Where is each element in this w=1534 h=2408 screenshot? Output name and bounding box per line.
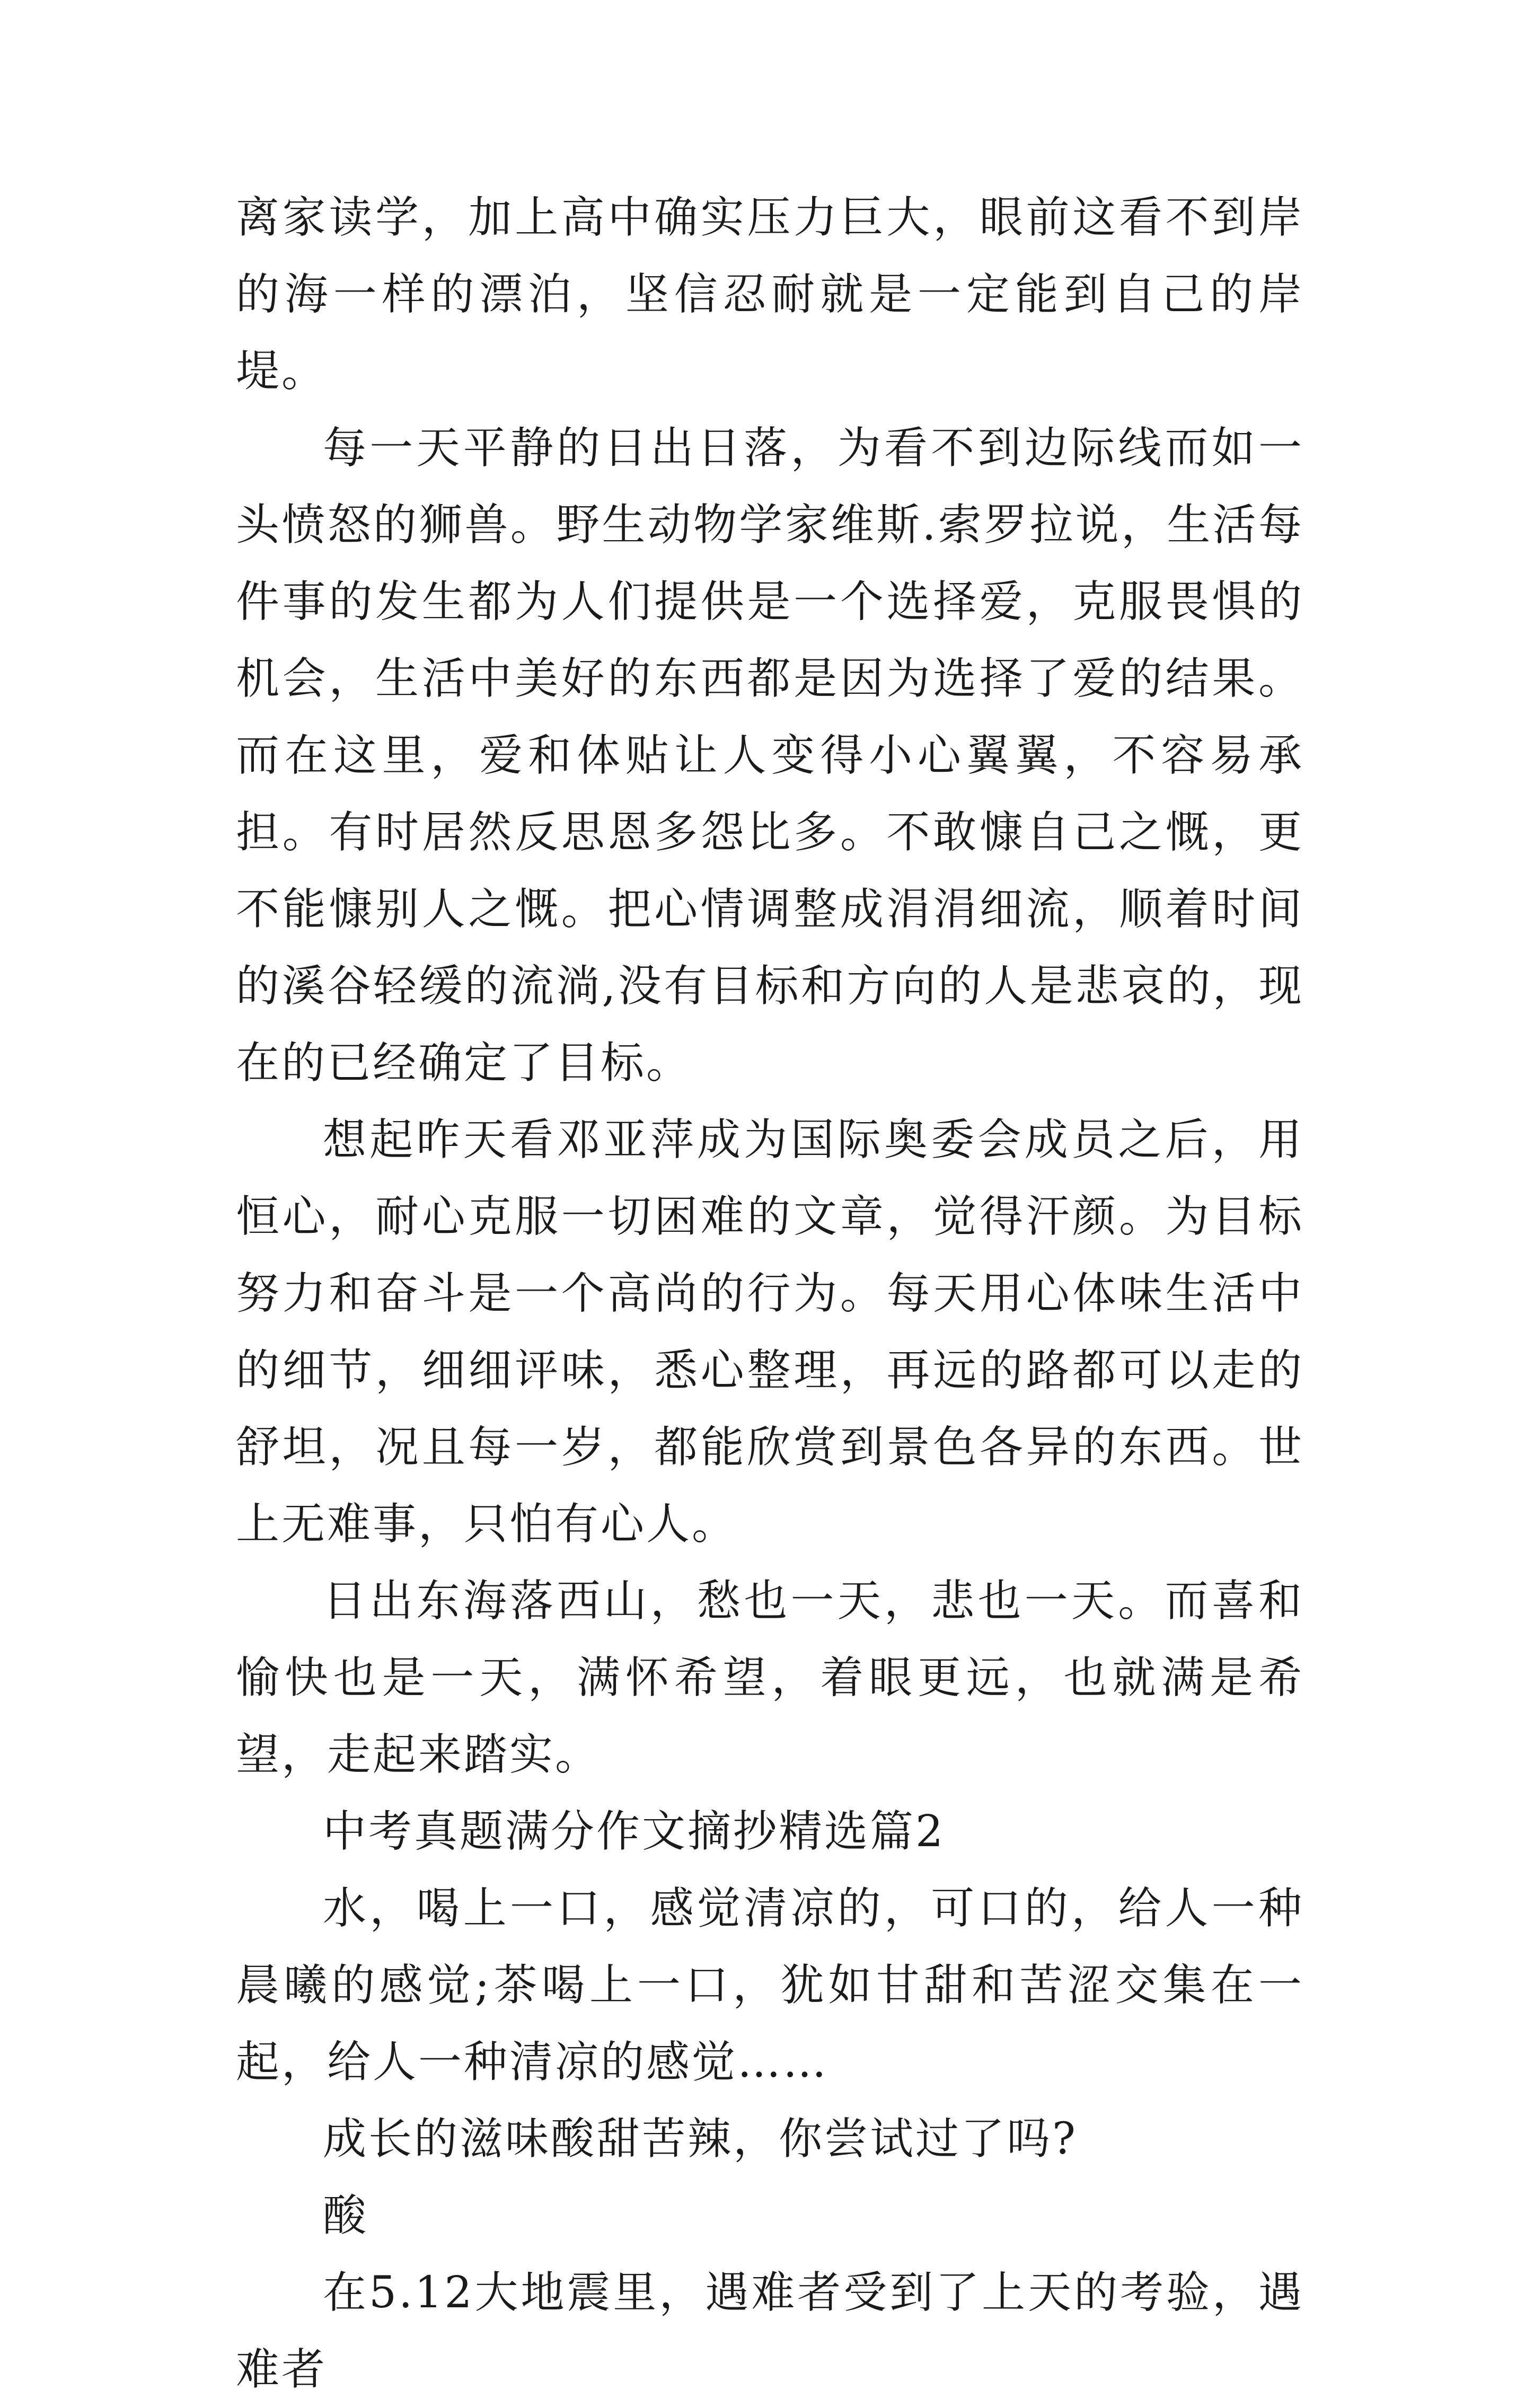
paragraph-continued: 离家读学，加上高中确实压力巨大，眼前这看不到岸的海一样的漂泊，坚信忍耐就是一定能到自己的岸堤。 [236, 192, 1304, 396]
document-body [236, 179, 1304, 2408]
paragraph: 日出东海落西山，愁也一天，悲也一天。而喜和愉快也是一天，满怀希望，着眼更远，也就满是希望，走起来踏实。 [236, 1576, 1304, 1780]
paragraph: 在5.12大地震里，遇难者受到了上天的考验，遇难者 [236, 2268, 1304, 2395]
paragraph: 成长的滋味酸甜苦辣，你尝试过了吗? [323, 2114, 1078, 2164]
paragraph: 每一天平静的日出日落，为看不到边际线而如一头愤怒的狮兽。野生动物学家维斯.索罗拉说，生活每件事的发生都为人们提供是一个选择爱，克服畏惧的机会，生活中美好的东西都是因为选择了爱的结果。而在这里，爱和体贴让人变得小心翼翼，不容易承担。有时居然反思恩多怨比多。不敢慷自己之慨，更不能慷别人之慨。把心情调整成涓涓细流，顺着时间的溪谷轻缓的流淌,没有目标和方向的人是悲哀的，现在的已经确定了目标。 [236, 423, 1304, 1088]
paragraph: 水，喝上一口，感觉清凉的，可口的，给人一种晨曦的感觉;茶喝上一口，犹如甘甜和苦涩交集在一起，给人一种清凉的感觉…… [236, 1883, 1304, 2087]
paragraph: 想起昨天看邓亚萍成为国际奥委会成员之后，用恒心，耐心克服一切困难的文章，觉得汗颜。为目标努力和奋斗是一个高尚的行为。每天用心体味生活中的细节，细细评味，悉心整理，再远的路都可以走的舒坦，况且每一岁，都能欣赏到景色各异的东西。世上无难事，只怕有心人。 [236, 1115, 1304, 1549]
paragraph: 酸 [323, 2191, 369, 2241]
section-heading: 中考真题满分作文摘抄精选篇2 [323, 1806, 946, 1857]
